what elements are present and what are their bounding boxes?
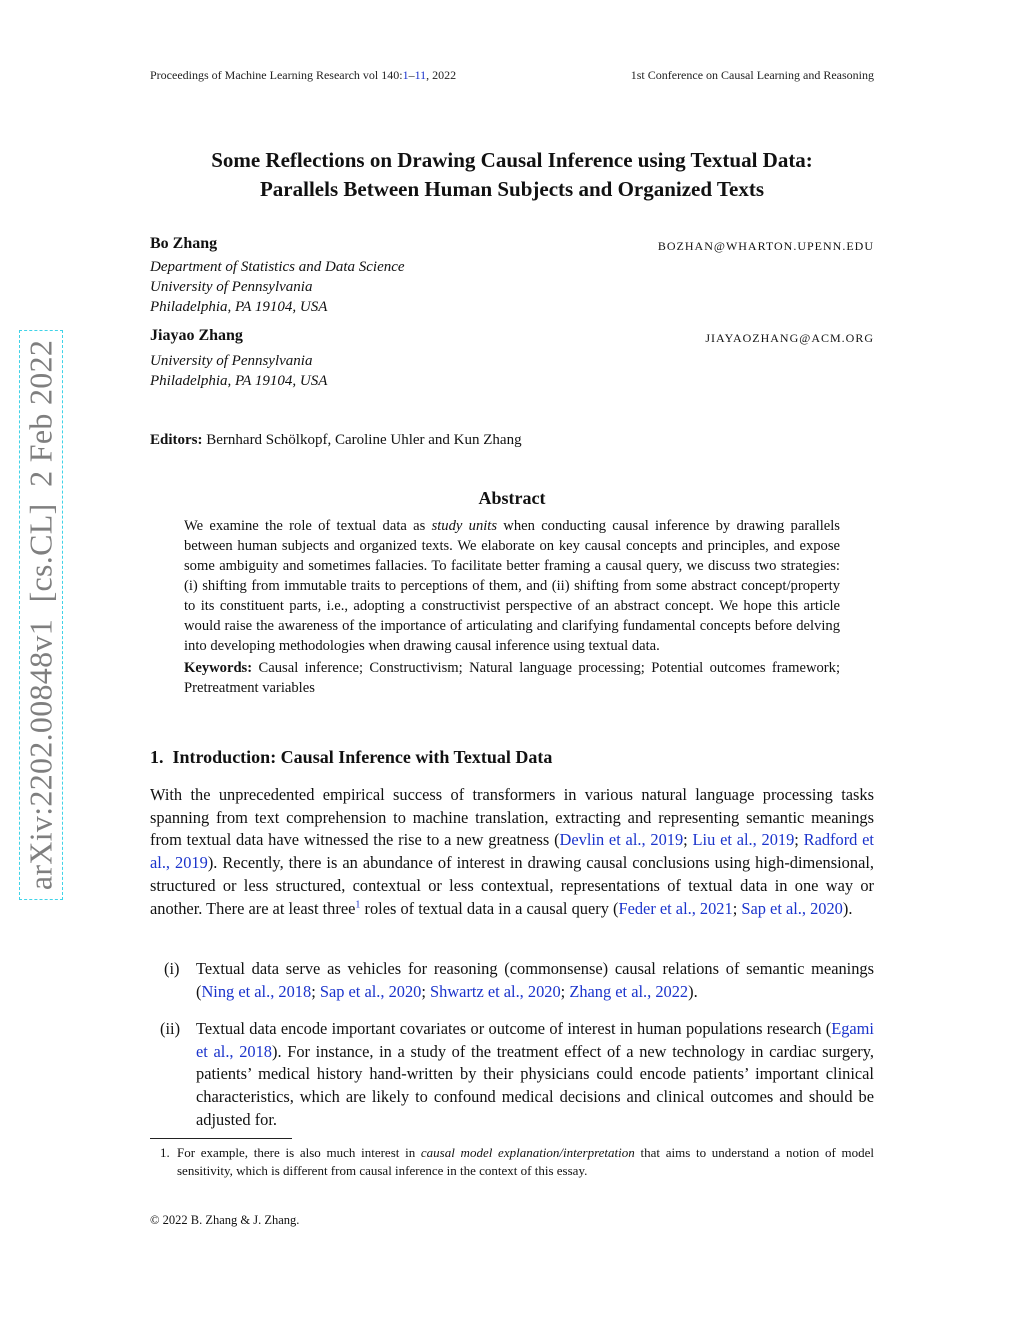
citation-link[interactable]: Liu et al., 2019 <box>692 830 795 850</box>
citation-link[interactable]: Egami et al., 2018 <box>196 1019 874 1061</box>
first-page-link[interactable]: 1 <box>402 68 409 82</box>
author-email-2: JIAYAOZHANG@ACM.ORG <box>705 331 874 345</box>
citation-link[interactable]: Radford et al., 2019 <box>150 830 874 873</box>
keywords: Keywords: Causal inference; Constructivism; Natural language processing; Potential outcomes framework; Pretreatment variables <box>184 660 840 696</box>
running-header-left: Proceedings of Machine Learning Research vol 140:1–11, 2022 <box>150 68 457 82</box>
citation-link[interactable]: Ning et al., 2018 <box>201 981 312 1001</box>
author-affiliation-1: Department of Statistics and Data Science University of Pennsylvania Philadelphia, PA 19104, USA <box>150 259 405 315</box>
list-item <box>150 958 874 1003</box>
citation-link[interactable]: Sap et al., 2020 <box>741 898 843 918</box>
abstract-body <box>184 516 840 698</box>
abstract-text: We examine the role of textual data as study units when conducting causal inference by drawing parallels between human subjects and organized texts. We elaborate on key causal concepts and principles, and expose some ambiguity and sometimes fallacies. To facilitate better framing a causal query, we discuss two strategies: (i) shifting from immutable traits to perceptions of them, and (ii) shifting from some abstract concept/property to its constituent parts, i.e., adopting a constructivist perspective of an abstract concept. We hope this article would raise the awareness of the importance of articulating and clarifying fundamental concepts before delving into developing methodologies when drawing causal inference using textual data. <box>184 518 840 654</box>
paper-title-line-1: Some Reflections on Drawing Causal Inference using Textual Data: <box>211 148 813 172</box>
last-page-link[interactable]: 11 <box>414 68 427 82</box>
section-heading: 1. Introduction: Causal Inference with Textual Data <box>150 747 553 767</box>
footnote <box>150 1144 874 1180</box>
paper-title-line-2: Parallels Between Human Subjects and Organized Texts <box>259 177 764 201</box>
list-item-number: (i) <box>164 959 180 978</box>
paper-title <box>150 146 874 204</box>
list-item-text: Textual data serve as vehicles for reasoning (commonsense) causal relations of semantic meanings (Ning et al., 2018; Sap et al., 2020; Shwartz et al., 2020; Zhang et al., 2022). <box>196 959 874 1001</box>
footnote-text: For example, there is also much interest in causal model explanation/interpretation that aims to understand a notion of model sensitivity, which is different from causal inference in the context of this essay. <box>177 1145 875 1178</box>
intro-paragraph: With the unprecedented empirical success of transformers in various natural language processing tasks spanning from text comprehension to machine translation, extracting and representing semantic meanings from textual data have witnessed the rise to a new greatness (Devlin et al., 2019; Liu et al., 2019; Radford et al., 2019). Recently, there is an abundance of interest in drawing causal conclusions using high-dimensional, structured or less structured, contextual or less contextual, representations of textual data in one way or another. There are at least three$^1$ roles of textual data in a causal query (Feder et al., 2021; Sap et al., 2020). <box>150 785 874 918</box>
citation-link[interactable]: Devlin et al., 2019 <box>559 830 684 850</box>
author-affiliation-2: University of Pennsylvania Philadelphia, PA 19104, USA <box>150 353 328 389</box>
citation-link[interactable]: Sap et al., 2020 <box>319 981 422 1001</box>
citation-link[interactable]: Shwartz et al., 2020 <box>430 981 561 1001</box>
footnote-ref-link[interactable]: 1 <box>355 899 361 911</box>
footnote-rule <box>150 1138 292 1139</box>
author-name-2: Jiayao Zhang <box>150 327 243 344</box>
editors-line: Editors: Bernhard Schölkopf, Caroline Uhler and Kun Zhang <box>150 432 522 448</box>
list-item <box>150 1018 874 1132</box>
running-header-right: 1st Conference on Causal Learning and Reasoning <box>630 68 874 82</box>
author-name-1: Bo Zhang <box>150 235 218 252</box>
abstract-heading: Abstract <box>478 488 546 508</box>
list-item-number: (ii) <box>160 1019 181 1038</box>
author-email-1: BOZHAN@WHARTON.UPENN.EDU <box>657 239 874 253</box>
copyright-line: © 2022 B. Zhang & J. Zhang. <box>150 1213 300 1227</box>
citation-link[interactable]: Zhang et al., 2022 <box>569 981 689 1001</box>
footnote-number: 1. <box>160 1145 170 1160</box>
arxiv-stamp[interactable]: arXiv:2202.00848v1 [cs.CL] 2 Feb 2022 <box>22 339 59 891</box>
citation-link[interactable]: Feder et al., 2021 <box>618 898 733 918</box>
list-item-text: Textual data encode important covariates or outcome of interest in human populations research (Egami et al., 2018). For instance, in a study of the treatment effect of a new technology in cardiac surgery, patients’ medical history hand-written by their physicians could encode patients’ important clinical characteristics, which are likely to confound medical decisions and clinical outcomes and should be adjusted for. <box>196 1019 874 1129</box>
